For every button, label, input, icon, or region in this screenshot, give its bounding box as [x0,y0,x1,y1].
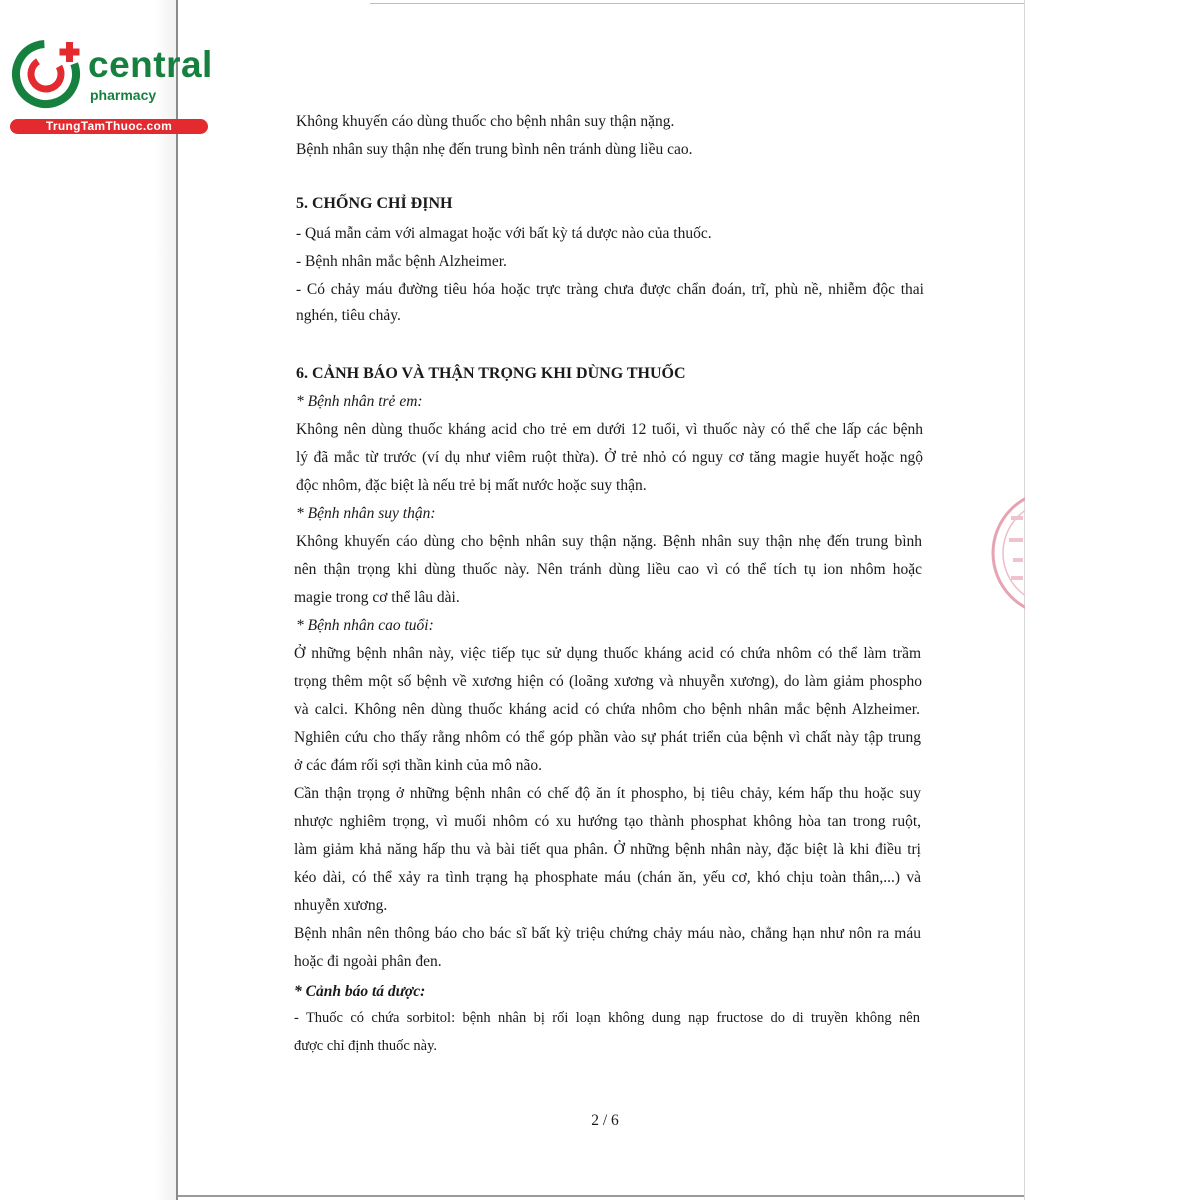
logo-brand-name: central [88,44,213,85]
text-line: - Quá mẫn cảm với almagat hoặc với bất kỳ tá dược nào của thuốc. [296,225,712,242]
text-line: ở các đám rối sợi thần kinh của mô não. [294,757,542,774]
text-line: độc nhôm, đặc biệt là nếu trẻ bị mất nước hoặc suy thận. [296,477,647,494]
text-line: nhuyễn xương. [294,897,388,914]
subheading-elderly: * Bệnh nhân cao tuổi: [296,617,434,634]
stamp-icon [985,478,1025,628]
subheading-excipient-warning: * Cảnh báo tá dược: [294,983,426,1000]
text-line: Nghiên cứu cho thấy rằng nhôm có thể góp phần vào sự phát triển của bệnh vì chất này tập trung [294,729,921,746]
text-line: - Bệnh nhân mắc bệnh Alzheimer. [296,253,507,270]
text-line: Bệnh nhân suy thận nhẹ đến trung bình nên tránh dùng liều cao. [296,141,693,158]
section-heading-5: 5. CHỐNG CHỈ ĐỊNH [296,195,453,212]
subheading-renal: * Bệnh nhân suy thận: [296,505,436,522]
text-line: và calci. Không nên dùng thuốc kháng acid có chứa nhôm cho bệnh nhân mắc bệnh Alzheimer. [294,701,920,718]
text-line: Bệnh nhân nên thông báo cho bác sĩ bất kỳ triệu chứng chảy máu nào, chẳng hạn như nôn ra máu [294,925,921,942]
text-line: nghén, tiêu chảy. [296,307,401,324]
subheading-children: * Bệnh nhân trẻ em: [296,393,423,410]
text-line: - Thuốc có chứa sorbitol: bệnh nhân bị rối loạn không dung nạp fructose do di truyền không nên [294,1010,920,1026]
text-line: Không khuyến cáo dùng thuốc cho bệnh nhân suy thận nặng. [296,113,675,130]
text-line: Không khuyến cáo dùng cho bệnh nhân suy thận nặng. Bệnh nhân suy thận nhẹ đến trung bình [296,533,922,550]
text-line: hoặc đi ngoài phân đen. [294,953,442,970]
text-line: lý đã mắc từ trước (ví dụ như viêm ruột thừa). Ở trẻ nhỏ có nguy cơ tăng magie huyết hoặc ngộ [296,449,923,466]
text-line: trọng thêm một số bệnh về xương hiện có (loãng xương và nhuyễn xương), do làm giảm phospho [294,673,922,690]
text-line: Không nên dùng thuốc kháng acid cho trẻ em dưới 12 tuổi, vì thuốc này có thể che lấp các bệnh [296,421,923,438]
text-line: được chỉ định thuốc này. [294,1038,438,1054]
logo-website-badge: TrungTamThuoc.com [10,119,208,134]
text-line: nhược nghiêm trọng, vì muối nhôm có xu hướng tạo thành phosphat không hòa tan trong ruột, [294,813,921,830]
page-number: 2 / 6 [591,1112,619,1129]
text-line: nên thận trọng khi dùng thuốc này. Nên tránh dùng liều cao vì có thể tích tụ ion nhôm hoặc [294,561,922,578]
logo-brand-subtitle: pharmacy [90,87,157,103]
text-line: kéo dài, có thể xảy ra tình trạng hạ phosphate máu (chán ăn, yếu cơ, khó chịu toàn thân,...) và [294,869,921,886]
text-line: magie trong cơ thể lâu dài. [294,589,460,606]
text-line: làm giảm khả năng hấp thu và bài tiết qua phân. Ở những bệnh nhân này, đặc biệt là khi điều trị [294,841,921,858]
text-line: Cần thận trọng ở những bệnh nhân có chế độ ăn ít phospho, bị tiêu chảy, kém hấp thu hoặc suy [294,785,921,802]
text-line: - Có chảy máu đường tiêu hóa hoặc trực tràng chưa được chẩn đoán, trĩ, phù nề, nhiễm độc thai [296,281,924,298]
text-line: Ở những bệnh nhân này, việc tiếp tục sử dụng thuốc kháng acid có chứa nhôm có thể làm trầm [294,645,921,662]
section-heading-6: 6. CẢNH BÁO VÀ THẬN TRỌNG KHI DÙNG THUỐC [296,365,686,382]
